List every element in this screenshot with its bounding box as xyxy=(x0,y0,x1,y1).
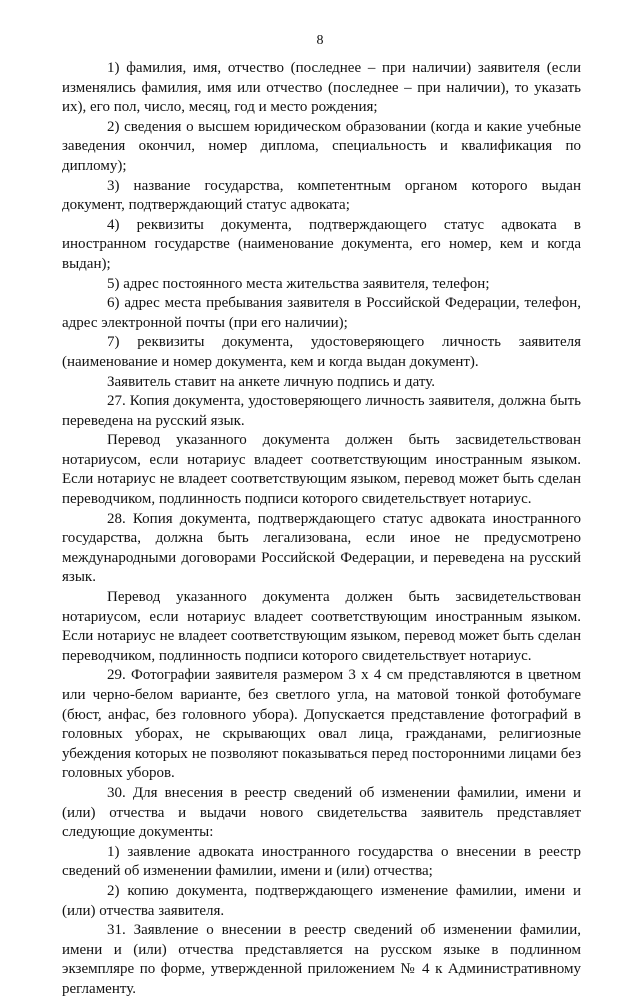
paragraph-30: 30. Для внесения в реестр сведений об изменении фамилии, имени и (или) отчества и выдачи нового свидетельства заявитель представляет следующие документы: xyxy=(62,784,581,841)
document-body xyxy=(62,59,581,1000)
paragraph-31: 31. Заявление о внесении в реестр сведений об изменении фамилии, имени и (или) отчества представляется на русском языке в подлинном экземпляре по форме, утвержденной приложением № 4 к Административному регламенту. xyxy=(62,922,581,997)
paragraph-item-2-education: 2) сведения о высшем юридическом образовании (когда и какие учебные заведения окончил, номер диплома, специальность и квалификация по диплому); xyxy=(62,118,581,174)
paragraph-item-5-address: 5) адрес постоянного места жительства заявителя, телефон; xyxy=(107,275,490,292)
paragraph-item-6-stay-address: 6) адрес места пребывания заявителя в Российской Федерации, телефон, адрес электронной почты (при его наличии); xyxy=(62,295,581,331)
paragraph-item-1-name: 1) фамилия, имя, отчество (последнее – при наличии) заявителя (если изменялись фамилия, имя или отчество (последнее – при наличии), то указать их), его пол, число, месяц, год и место рождения; xyxy=(62,60,581,116)
paragraph-item-4-document: 4) реквизиты документа, подтверждающего статус адвоката в иностранном государстве (наименование документа, его номер, кем и когда выдан); xyxy=(62,216,581,272)
paragraph-30-item-1: 1) заявление адвоката иностранного государства о внесении в реестр сведений об изменении фамилии, имени и (или) отчества; xyxy=(62,843,581,880)
paragraph-28-translation: Перевод указанного документа должен быть засвидетельствован нотариусом, если нотариус владеет соответствующим иностранным языком. Если нотариус не владеет соответствующим языком, перевод может быть сделан переводчиком, подлинность подписи которого свидетельствует нотариус. xyxy=(62,589,581,664)
paragraph-signature: Заявитель ставит на анкете личную подпись и дату. xyxy=(107,373,435,390)
paragraph-27: 27. Копия документа, удостоверяющего личность заявителя, должна быть переведена на русский язык. xyxy=(62,393,581,429)
paragraph-27-translation: Перевод указанного документа должен быть засвидетельствован нотариусом, если нотариус владеет соответствующим иностранным языком. Если нотариус не владеет соответствующим языком, перевод может быть сделан переводчиком, подлинность подписи которого свидетельствует нотариус. xyxy=(62,432,581,508)
page-number: 8 xyxy=(316,33,324,48)
paragraph-item-7-identity: 7) реквизиты документа, удостоверяющего личность заявителя (наименование и номер документа, кем и когда выдан документ). xyxy=(62,334,581,370)
paragraph-28: 28. Копия документа, подтверждающего статус адвоката иностранного государства, должна быть легализована, если иное не предусмотрено международными договорами Российской Федерации, и переведена на русский язык. xyxy=(62,510,581,586)
paragraph-item-3-state: 3) название государства, компетентным органом которого выдан документ, подтверждающий статус адвоката; xyxy=(62,177,581,214)
paragraph-29: 29. Фотографии заявителя размером 3 х 4 см представляются в цветном или черно-белом варианте, без светлого угла, на матовой тонкой фотобумаге (бюст, анфас, без головного убора). Допускается представление фотографий в головных уборах, не скрывающих овал лица, гражданами, религиозные убеждения которых не позволяют показываться перед посторонними лицами без головных уборов. xyxy=(62,667,581,782)
paragraph-30-item-2: 2) копию документа, подтверждающего изменение фамилии, имени и (или) отчества заявителя. xyxy=(62,882,581,919)
